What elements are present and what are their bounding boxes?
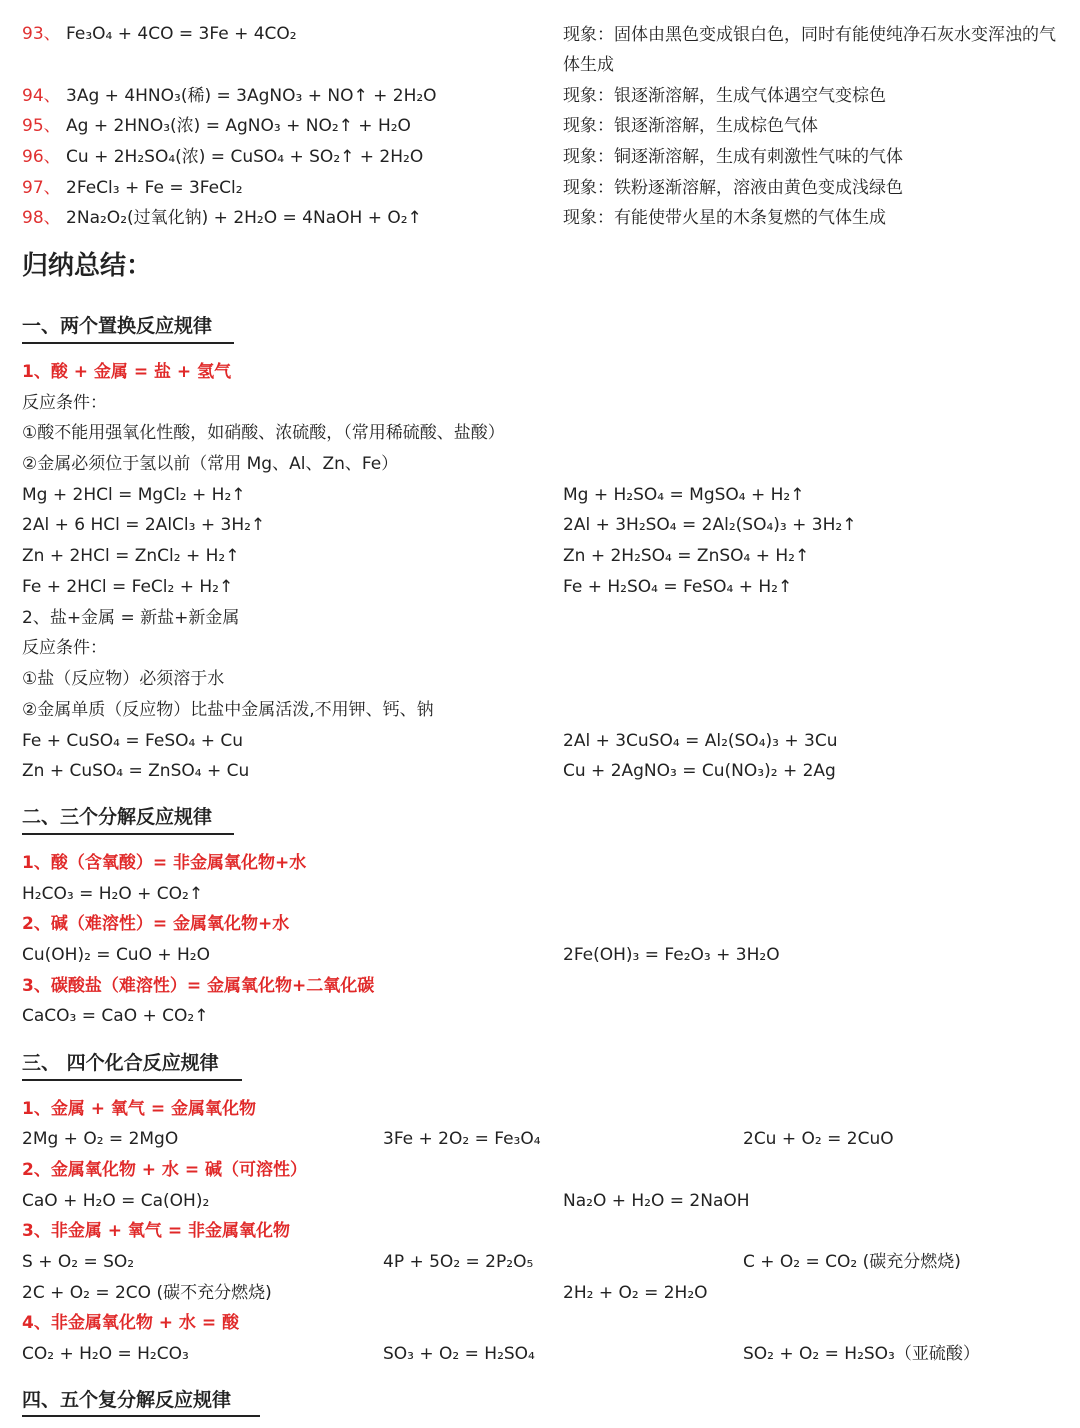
section-2-underline	[22, 833, 234, 835]
condition-item: ①盐（反应物）必须溶于水	[22, 669, 225, 689]
section-4-underline	[22, 1415, 260, 1417]
equation: CaO + H₂O = Ca(OH)₂	[22, 1191, 210, 1211]
reaction-93	[22, 22, 297, 46]
equation: C + O₂ = CO₂ (碳充分燃烧)	[743, 1252, 961, 1272]
section-1-rule-1: 1、酸 + 金属 = 盐 + 氢气	[22, 362, 232, 382]
equation: H₂CO₃ = H₂O + CO₂↑	[22, 884, 204, 904]
equation: Mg + H₂SO₄ = MgSO₄ + H₂↑	[563, 485, 805, 505]
equation: CO₂ + H₂O = H₂CO₃	[22, 1344, 189, 1364]
section-1-title: 一、两个置换反应规律	[22, 315, 213, 337]
reaction-98-phenomenon: 现象：有能使带火星的木条复燃的气体生成	[563, 208, 886, 228]
section-2-rule-1: 1、酸（含氧酸）= 非金属氧化物+水	[22, 853, 307, 873]
equation: SO₂ + O₂ = H₂SO₃（亚硫酸）	[743, 1344, 980, 1364]
reaction-95	[22, 114, 411, 138]
reaction-number: 97、	[22, 178, 61, 198]
equation: 2Al + 6 HCl = 2AlCl₃ + 3H₂↑	[22, 515, 266, 535]
reaction-95-phenomenon: 现象：银逐渐溶解，生成棕色气体	[563, 116, 818, 136]
equation: 4P + 5O₂ = 2P₂O₅	[383, 1252, 534, 1272]
condition-item: ①酸不能用强氧化性酸，如硝酸、浓硫酸，（常用稀硫酸、盐酸）	[22, 423, 505, 443]
section-3-underline	[22, 1079, 242, 1081]
section-1-rule-2: 2、盐+金属 = 新盐+新金属	[22, 608, 240, 628]
reaction-93-phenomenon: 现象：固体由黑色变成银白色，同时有能使纯净石灰水变浑浊的气体生成	[563, 25, 1056, 75]
equation: Fe + 2HCl = FeCl₂ + H₂↑	[22, 577, 234, 597]
reaction-equation: 2FeCl₃ + Fe = 3FeCl₂	[66, 178, 243, 198]
reaction-number: 93、	[22, 24, 61, 44]
reaction-96-phenomenon: 现象：铜逐渐溶解，生成有刺激性气味的气体	[563, 147, 903, 167]
equation: Cu(OH)₂ = CuO + H₂O	[22, 945, 210, 965]
reaction-equation: 2Na₂O₂(过氧化钠) + 2H₂O = 4NaOH + O₂↑	[66, 208, 422, 228]
equation: Zn + 2HCl = ZnCl₂ + H₂↑	[22, 546, 240, 566]
reaction-number: 95、	[22, 116, 61, 136]
section-2-rule-2: 2、碱（难溶性）= 金属氧化物+水	[22, 914, 290, 934]
equation: 2Al + 3H₂SO₄ = 2Al₂(SO₄)₃ + 3H₂↑	[563, 515, 857, 535]
equation: Fe + H₂SO₄ = FeSO₄ + H₂↑	[563, 577, 793, 597]
condition-item: ②金属必须位于氢以前（常用 Mg、Al、Zn、Fe）	[22, 454, 399, 474]
reaction-96	[22, 145, 423, 169]
section-1-underline	[22, 342, 234, 344]
reaction-number: 94、	[22, 86, 61, 106]
section-3-rule-3: 3、非金属 + 氧气 = 非金属氧化物	[22, 1221, 290, 1241]
section-4-title: 四、五个复分解反应规律	[22, 1389, 232, 1411]
equation: SO₃ + O₂ = H₂SO₄	[383, 1344, 535, 1364]
reaction-equation: Cu + 2H₂SO₄(浓) = CuSO₄ + SO₂↑ + 2H₂O	[66, 147, 424, 167]
equation: CaCO₃ = CaO + CO₂↑	[22, 1006, 209, 1026]
reaction-97-phenomenon: 现象：铁粉逐渐溶解，溶液由黄色变成浅绿色	[563, 178, 903, 198]
equation: S + O₂ = SO₂	[22, 1252, 135, 1272]
equation: 2Cu + O₂ = 2CuO	[743, 1129, 894, 1149]
equation: 3Fe + 2O₂ = Fe₃O₄	[383, 1129, 541, 1149]
section-3-title: 三、 四个化合反应规律	[22, 1052, 219, 1074]
reaction-97	[22, 176, 243, 200]
equation: Fe + CuSO₄ = FeSO₄ + Cu	[22, 731, 244, 751]
equation: Na₂O + H₂O = 2NaOH	[563, 1191, 750, 1211]
section-2-rule-3: 3、碳酸盐（难溶性）= 金属氧化物+二氧化碳	[22, 976, 375, 996]
section-3-rule-1: 1、金属 + 氧气 = 金属氧化物	[22, 1099, 256, 1119]
section-3-rule-2: 2、金属氧化物 + 水 = 碱（可溶性）	[22, 1160, 307, 1180]
equation: Cu + 2AgNO₃ = Cu(NO₃)₂ + 2Ag	[563, 761, 836, 781]
summary-title: 归纳总结：	[22, 251, 153, 281]
equation: Mg + 2HCl = MgCl₂ + H₂↑	[22, 485, 246, 505]
equation: 2Fe(OH)₃ = Fe₂O₃ + 3H₂O	[563, 945, 780, 965]
reaction-number: 96、	[22, 147, 61, 167]
equation: 2H₂ + O₂ = 2H₂O	[563, 1283, 708, 1303]
reaction-equation: 3Ag + 4HNO₃(稀) = 3AgNO₃ + NO↑ + 2H₂O	[66, 86, 437, 106]
reaction-equation: Fe₃O₄ + 4CO = 3Fe + 4CO₂	[66, 24, 297, 44]
condition-item: ②金属单质（反应物）比盐中金属活泼,不用钾、钙、钠	[22, 700, 434, 720]
reaction-94	[22, 84, 437, 108]
equation: 2Mg + O₂ = 2MgO	[22, 1129, 179, 1149]
equation: 2Al + 3CuSO₄ = Al₂(SO₄)₃ + 3Cu	[563, 731, 838, 751]
equation: 2C + O₂ = 2CO (碳不充分燃烧)	[22, 1283, 272, 1303]
condition-label: 反应条件：	[22, 638, 107, 658]
condition-label: 反应条件：	[22, 393, 107, 413]
equation: Zn + CuSO₄ = ZnSO₄ + Cu	[22, 761, 250, 781]
section-2-title: 二、三个分解反应规律	[22, 806, 213, 828]
reaction-number: 98、	[22, 208, 61, 228]
reaction-equation: Ag + 2HNO₃(浓) = AgNO₃ + NO₂↑ + H₂O	[66, 116, 411, 136]
reaction-94-phenomenon: 现象：银逐渐溶解，生成气体遇空气变棕色	[563, 86, 886, 106]
reaction-98	[22, 206, 422, 230]
section-3-rule-4: 4、非金属氧化物 + 水 = 酸	[22, 1313, 239, 1333]
equation: Zn + 2H₂SO₄ = ZnSO₄ + H₂↑	[563, 546, 810, 566]
